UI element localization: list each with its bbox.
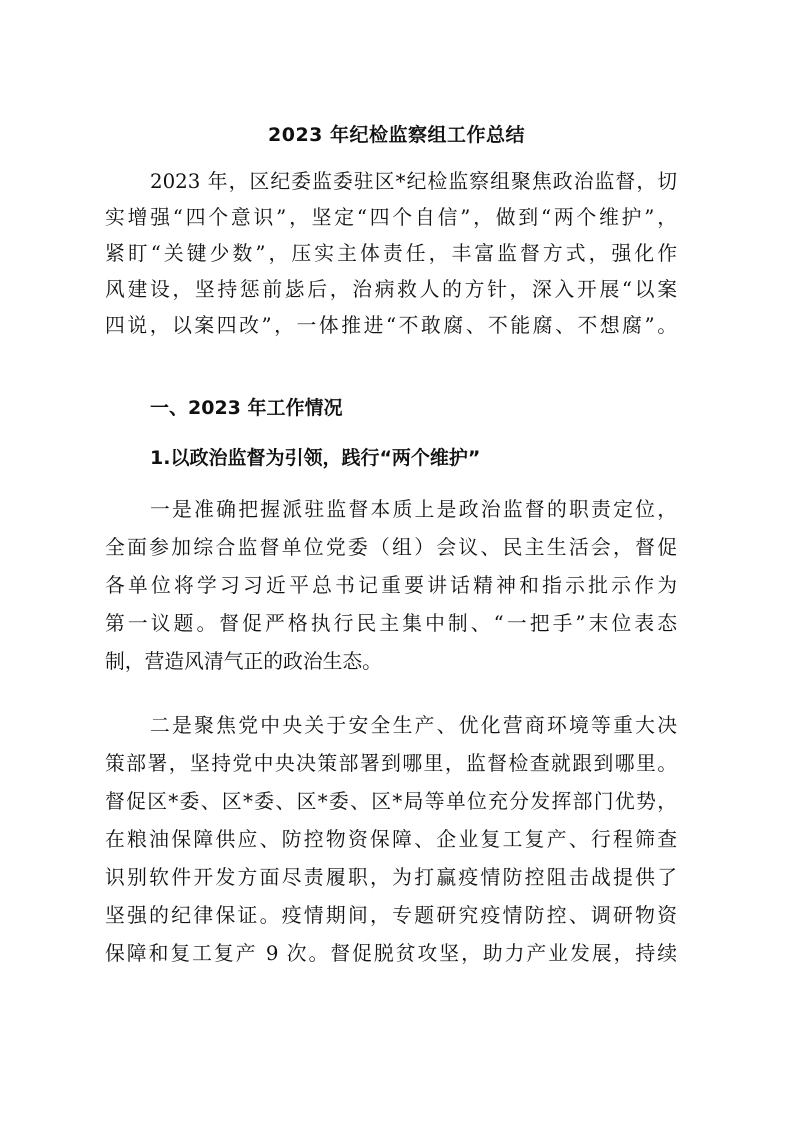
section-heading: 一、2023 年工作情况 — [150, 397, 343, 419]
paragraph-line: 第一议题。督促严格执行民主集中制、“一把手”末位表态 — [105, 612, 677, 635]
paragraph-line: 在粮油保障供应、防控物资保障、企业复工复产、行程筛查 — [105, 828, 677, 851]
paragraph-line: 各单位将学习习近平总书记重要讲话精神和指示批示作为 — [105, 574, 677, 597]
paragraph-line: 制，营造风清气正的政治生态。 — [105, 650, 382, 673]
paragraph-line: 二是聚焦党中央关于安全生产、优化营商环境等重大决 — [150, 714, 677, 737]
paragraph-line: 识别软件开发方面尽责履职，为打赢疫情防控阻击战提供了 — [105, 866, 677, 889]
intro-line: 风建设，坚持惩前毖后，治病救人的方针，深入开展“以案 — [105, 278, 677, 301]
paragraph-line: 保障和复工复产 9 次。督促脱贫攻坚，助力产业发展，持续 — [105, 942, 677, 965]
paragraph-line: 策部署，坚持党中央决策部署到哪里，监督检查就跟到哪里。 — [105, 752, 677, 775]
paragraph-line: 督促区*委、区*委、区*委、区*局等单位充分发挥部门优势， — [105, 790, 677, 813]
intro-line: 2023 年，区纪委监委驻区*纪检监察组聚焦政治监督，切 — [150, 170, 677, 193]
intro-line: 四说，以案四改”，一体推进“不敢腐、不能腐、不想腐”。 — [105, 314, 677, 337]
subsection-heading: 1.以政治监督为引领，践行“两个维护” — [150, 447, 481, 469]
paragraph-line: 全面参加综合监督单位党委（组）会议、民主生活会，督促 — [105, 536, 677, 559]
paragraph-line: 一是准确把握派驻监督本质上是政治监督的职责定位， — [150, 498, 677, 521]
intro-line: 实增强“四个意识”，坚定“四个自信”，做到“两个维护”， — [105, 206, 677, 229]
paragraph-line: 坚强的纪律保证。疫情期间，专题研究疫情防控、调研物资 — [105, 904, 677, 927]
intro-line: 紧盯“关键少数”，压实主体责任，丰富监督方式，强化作 — [105, 242, 677, 265]
document-title: 2023 年纪检监察组工作总结 — [268, 124, 525, 146]
